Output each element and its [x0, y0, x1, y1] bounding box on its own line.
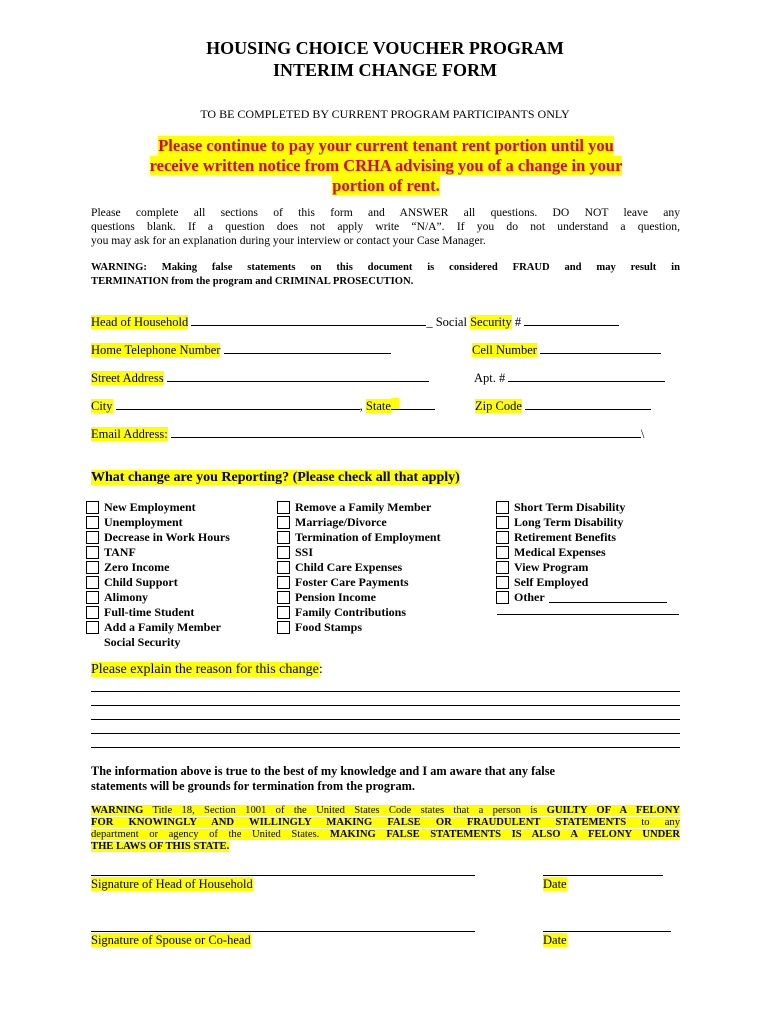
fraud-warning-line1: WARNING: Making false statements on this document is considered FRAUD and may result in — [91, 262, 680, 273]
head-of-household-line[interactable] — [191, 314, 426, 326]
change-option[interactable] — [496, 500, 667, 515]
city-label: City — [91, 399, 113, 413]
legal-warning-knowingly: FOR KNOWINGLY AND WILLINGLY MAKING FALSE OR FRAUDULENT STATEMENTS — [91, 817, 627, 828]
checkbox[interactable] — [86, 516, 99, 529]
home-phone-line[interactable] — [224, 342, 391, 354]
change-col-2 — [277, 500, 441, 635]
ssn-line[interactable] — [524, 314, 619, 326]
cell-field[interactable] — [472, 342, 661, 358]
checkbox[interactable] — [277, 501, 290, 514]
change-option-label: Foster Care Payments — [295, 575, 409, 589]
city-comma: , — [359, 399, 363, 413]
rent-notice-line1: Please continue to pay your current tenant rent portion until you — [158, 136, 614, 155]
social-prefix: _ Social — [426, 315, 471, 329]
email-label: Email Address: — [91, 427, 168, 441]
checkbox[interactable] — [86, 606, 99, 619]
change-option-label: Full-time Student — [104, 605, 195, 619]
other-line[interactable] — [549, 592, 667, 603]
checkbox[interactable] — [86, 531, 99, 544]
cell-line[interactable] — [540, 342, 661, 354]
change-option-label: Unemployment — [104, 515, 183, 529]
checkbox[interactable] — [86, 501, 99, 514]
email-end-mark: \ — [640, 427, 645, 441]
email-line[interactable] — [171, 426, 641, 438]
checkbox[interactable] — [496, 561, 509, 574]
change-option-label: Termination of Employment — [295, 530, 441, 544]
legal-warning-state-felony: MAKING FALSE STATEMENTS IS ALSO A FELONY UNDER — [329, 829, 680, 840]
change-option[interactable] — [277, 530, 441, 545]
home-phone-label: Home Telephone Number — [91, 343, 221, 357]
checkbox[interactable] — [277, 576, 290, 589]
change-option[interactable] — [86, 500, 230, 515]
explain-line-3[interactable] — [91, 719, 680, 720]
home-phone-field[interactable] — [91, 342, 391, 358]
checkbox[interactable] — [86, 561, 99, 574]
checkbox[interactable] — [496, 516, 509, 529]
head-of-household-field[interactable] — [91, 314, 619, 330]
apt-line[interactable] — [508, 370, 665, 382]
change-option-label: Food Stamps — [295, 620, 363, 634]
explain-line-4[interactable] — [91, 733, 680, 734]
change-option-label: Short Term Disability — [514, 500, 626, 514]
participants-only-note: TO BE COMPLETED BY CURRENT PROGRAM PARTICIPANTS ONLY — [200, 107, 570, 121]
form-title: HOUSING CHOICE VOUCHER PROGRAM — [206, 38, 564, 58]
change-option[interactable] — [277, 500, 441, 515]
change-option-label: Decrease in Work Hours — [104, 530, 230, 544]
legal-warning — [91, 805, 680, 853]
change-option-label: Social Security — [104, 635, 181, 649]
change-option[interactable] — [86, 545, 230, 560]
state-line[interactable] — [399, 398, 435, 410]
change-option[interactable] — [86, 560, 230, 575]
checkbox-spacer — [86, 636, 99, 649]
change-option[interactable] — [86, 635, 230, 650]
change-option[interactable] — [496, 575, 667, 590]
checkbox[interactable] — [277, 621, 290, 634]
explain-line-2[interactable] — [91, 705, 680, 706]
instructions-line2: questions blank. If a question does not apply write “N/A”. If you do not understand a question, — [91, 220, 680, 233]
zip-field[interactable] — [475, 398, 651, 414]
certification-line1: The information above is true to the best of my knowledge and I am aware that any false — [91, 764, 555, 778]
city-line[interactable] — [116, 398, 360, 410]
spouse-signature-text: Signature of Spouse or Co-head — [91, 933, 251, 947]
change-option[interactable] — [86, 575, 230, 590]
change-option[interactable] — [496, 545, 667, 560]
fraud-warning — [91, 261, 680, 289]
apt-label: Apt. # — [474, 371, 506, 385]
explain-label-text: Please explain the reason for this change — [91, 662, 319, 677]
security-label: Security — [470, 315, 512, 329]
fraud-warning-line2: TERMINATION from the program and CRIMINAL PROSECUTION. — [91, 276, 414, 287]
checkbox[interactable] — [277, 531, 290, 544]
legal-warning-text-1: Title 18, Section 1001 of the United States Code states that a person is — [143, 805, 547, 816]
state-label: State — [365, 399, 391, 413]
change-option-label: Add a Family Member — [104, 620, 221, 634]
change-option[interactable] — [277, 545, 441, 560]
change-option[interactable] — [86, 605, 230, 620]
checkbox[interactable] — [496, 591, 509, 604]
change-option-label: Long Term Disability — [514, 515, 624, 529]
street-label: Street Address — [91, 371, 164, 385]
instructions-line1: Please complete all sections of this form and ANSWER all questions. DO NOT leave any — [91, 206, 680, 219]
change-option[interactable] — [277, 560, 441, 575]
change-option[interactable] — [277, 620, 441, 635]
cell-label: Cell Number — [472, 343, 537, 357]
change-option-label: Pension Income — [295, 590, 376, 604]
change-option-label: Other — [514, 590, 545, 604]
rent-notice-line3: portion of rent. — [332, 176, 440, 195]
spouse-signature-label — [91, 933, 251, 948]
legal-warning-felony: GUILTY OF A FELONY — [546, 805, 680, 816]
change-option-label: Child Care Expenses — [295, 560, 403, 574]
certification-line2: statements will be grounds for termination from the program. — [91, 779, 415, 793]
apt-field[interactable] — [474, 370, 665, 386]
checkbox[interactable] — [496, 546, 509, 559]
change-option[interactable] — [277, 605, 441, 620]
checkbox[interactable] — [277, 546, 290, 559]
zip-line[interactable] — [525, 398, 651, 410]
legal-warning-label: WARNING — [91, 805, 144, 816]
street-field[interactable] — [91, 370, 429, 386]
change-option-label: Retirement Benefits — [514, 530, 617, 544]
change-col-1 — [86, 500, 230, 650]
change-option-label: SSI — [295, 545, 314, 559]
rent-notice — [92, 136, 680, 196]
change-option[interactable] — [277, 590, 441, 605]
change-option[interactable] — [496, 530, 667, 545]
head-of-household-label: Head of Household — [91, 315, 189, 329]
certification — [91, 764, 680, 794]
checkbox[interactable] — [277, 591, 290, 604]
head-date-text: Date — [543, 877, 567, 891]
change-option[interactable] — [496, 560, 667, 575]
spouse-signature-line[interactable] — [91, 931, 475, 932]
explain-line-1[interactable] — [91, 691, 680, 692]
head-date-line[interactable] — [543, 875, 663, 876]
instructions-line3: you may ask for an explanation during your interview or contact your Case Manager. — [91, 234, 486, 247]
change-option-label: Alimony — [104, 590, 149, 604]
ssn-hash: # — [511, 315, 522, 329]
state-highlight — [391, 398, 399, 410]
legal-warning-state-laws: THE LAWS OF THIS STATE. — [91, 841, 230, 852]
change-question-text: What change are you Reporting? (Please check all that apply) — [91, 470, 460, 485]
change-option-label: Marriage/Divorce — [295, 515, 387, 529]
change-option[interactable] — [86, 515, 230, 530]
change-option-label: View Program — [514, 560, 589, 574]
explain-colon: : — [318, 662, 323, 677]
change-option-label: Child Support — [104, 575, 178, 589]
checkbox[interactable] — [86, 621, 99, 634]
change-option-other[interactable] — [496, 590, 667, 605]
change-option-label: Self Employed — [514, 575, 589, 589]
change-option[interactable] — [86, 620, 230, 635]
change-option[interactable] — [277, 515, 441, 530]
rent-notice-line2: receive written notice from CRHA advising you of a change in your — [149, 156, 623, 175]
checkbox[interactable] — [277, 516, 290, 529]
checkbox[interactable] — [86, 576, 99, 589]
change-col-3 — [496, 500, 667, 605]
explain-label — [91, 662, 323, 678]
head-date-label — [543, 877, 567, 892]
change-question — [91, 470, 460, 486]
spouse-date-text: Date — [543, 933, 567, 947]
street-line[interactable] — [167, 370, 429, 382]
checkbox[interactable] — [496, 531, 509, 544]
city-field[interactable] — [91, 398, 435, 414]
checkbox[interactable] — [277, 561, 290, 574]
instructions — [91, 206, 680, 248]
legal-warning-text-3: department or agency of the United States. — [91, 829, 330, 840]
checkbox[interactable] — [496, 501, 509, 514]
head-signature-line[interactable] — [91, 875, 475, 876]
head-signature-text: Signature of Head of Household — [91, 877, 253, 891]
checkbox[interactable] — [277, 606, 290, 619]
head-signature-label — [91, 877, 253, 892]
zip-label: Zip Code — [475, 399, 522, 413]
checkbox[interactable] — [86, 591, 99, 604]
other-second-line[interactable] — [497, 614, 679, 615]
change-option-label: Remove a Family Member — [295, 500, 432, 514]
change-option[interactable] — [86, 530, 230, 545]
form-subtitle-title: INTERIM CHANGE FORM — [273, 60, 497, 80]
change-option[interactable] — [496, 515, 667, 530]
spouse-date-line[interactable] — [543, 931, 671, 932]
checkbox[interactable] — [86, 546, 99, 559]
explain-line-5[interactable] — [91, 747, 680, 748]
checkbox[interactable] — [496, 576, 509, 589]
change-option-label: Family Contributions — [295, 605, 407, 619]
change-option-label: Zero Income — [104, 560, 170, 574]
change-option-label: Medical Expenses — [514, 545, 606, 559]
email-field[interactable] — [91, 426, 644, 442]
change-option[interactable] — [86, 590, 230, 605]
legal-warning-text-2: to any — [626, 817, 680, 828]
spouse-date-label — [543, 933, 567, 948]
change-option[interactable] — [277, 575, 441, 590]
change-option-label: TANF — [104, 545, 136, 559]
change-option-label: New Employment — [104, 500, 196, 514]
